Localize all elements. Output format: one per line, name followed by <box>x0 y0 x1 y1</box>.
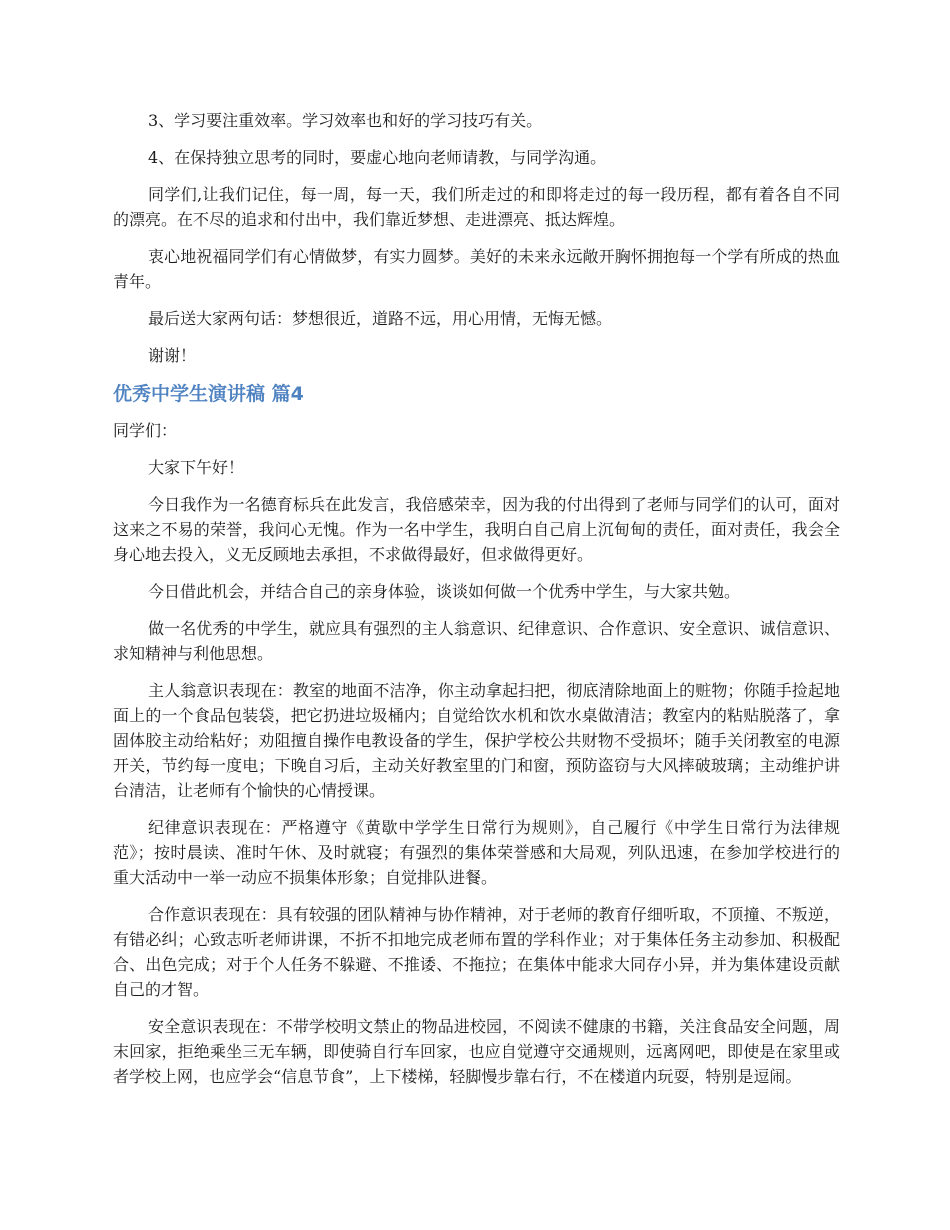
paragraph-blessing: 衷心地祝福同学们有心情做梦，有实力圆梦。美好的未来永远敞开胸怀拥抱每一个学有所成的热血青年。 <box>113 247 840 291</box>
paragraph-remember: 同学们,让我们记住，每一周，每一天，我们所走过的和即将走过的每一段历程，都有着各自不同的漂亮。在不尽的追求和付出中，我们靠近梦想、走进漂亮、抵达辉煌。 <box>113 185 840 229</box>
paragraph-thanks: 谢谢！ <box>148 346 197 365</box>
document-page <box>113 108 840 1101</box>
paragraph-honor: 今日我作为一名德育标兵在此发言，我倍感荣幸，因为我的付出得到了老师与同学们的认可，面对这来之不易的荣誉，我问心无愧。作为一名中学生，我明白自己肩上沉甸甸的责任，面对责任，我会全身心地去投入，义无反顾地去承担，不求做得最好，但求做得更好。 <box>113 495 840 564</box>
paragraph-closing-words: 最后送大家两句话：梦想很近，道路不远，用心用情，无悔无憾。 <box>148 309 613 328</box>
paragraph-tip-3: 3、学习要注重效率。学习效率也和好的学习技巧有关。 <box>148 111 543 130</box>
paragraph-greeting: 大家下午好！ <box>148 458 245 477</box>
salutation: 同学们： <box>113 421 178 440</box>
paragraph-tip-4: 4、在保持独立思考的同时，要虚心地向老师请教，与同学沟通。 <box>148 148 607 167</box>
paragraph-discipline: 纪律意识表现在：严格遵守《黄歇中学学生日常行为规则》，自己履行《中学生日常行为法律规范》；按时晨读、准时午休、及时就寝；有强烈的集体荣誉感和大局观，列队迅速，在参加学校进行的重大活动中一举一动应不损集体形象；自觉排队进餐。 <box>113 818 840 887</box>
section-heading: 优秀中学生演讲稿 篇4 <box>113 383 304 405</box>
paragraph-cooperation: 合作意识表现在：具有较强的团队精神与协作精神，对于老师的教育仔细听取，不顶撞、不叛逆，有错必纠；心致志听老师讲课，不折不扣地完成老师布置的学科作业；对于集体任务主动参加、积极配合、出色完成；对于个人任务不躲避、不推诿、不拖拉；在集体中能求大同存小异，并为集体建设贡献自己的才智。 <box>113 905 840 999</box>
paragraph-qualities: 做一名优秀的中学生，就应具有强烈的主人翁意识、纪律意识、合作意识、安全意识、诚信意识、求知精神与利他思想。 <box>113 619 840 663</box>
paragraph-ownership: 主人翁意识表现在：教室的地面不洁净，你主动拿起扫把，彻底清除地面上的赃物；你随手捡起地面上的一个食品包装袋，把它扔进垃圾桶内；自觉给饮水机和饮水桌做清洁；教室内的粘贴脱落了，拿固体胶主动给粘好；劝阻擅自操作电教设备的学生，保护学校公共财物不受损坏；随手关闭教室的电源开关，节约每一度电；下晚自习后，主动关好教室里的门和窗，预防盗窃与大风摔破玻璃；主动维护讲台清洁，让老师有个愉快的心情授课。 <box>113 681 840 800</box>
paragraph-opportunity: 今日借此机会，并结合自己的亲身体验，谈谈如何做一个优秀中学生，与大家共勉。 <box>148 582 741 601</box>
paragraph-safety: 安全意识表现在：不带学校明文禁止的物品进校园，不阅读不健康的书籍，关注食品安全问题，周末回家，拒绝乘坐三无车辆，即使骑自行车回家，也应自觉遵守交通规则，远离网吧，即使是在家里或者学校上网，也应学会“信息节食”，上下楼梯，轻脚慢步靠右行，不在楼道内玩耍，特别是逗闹。 <box>113 1017 840 1086</box>
